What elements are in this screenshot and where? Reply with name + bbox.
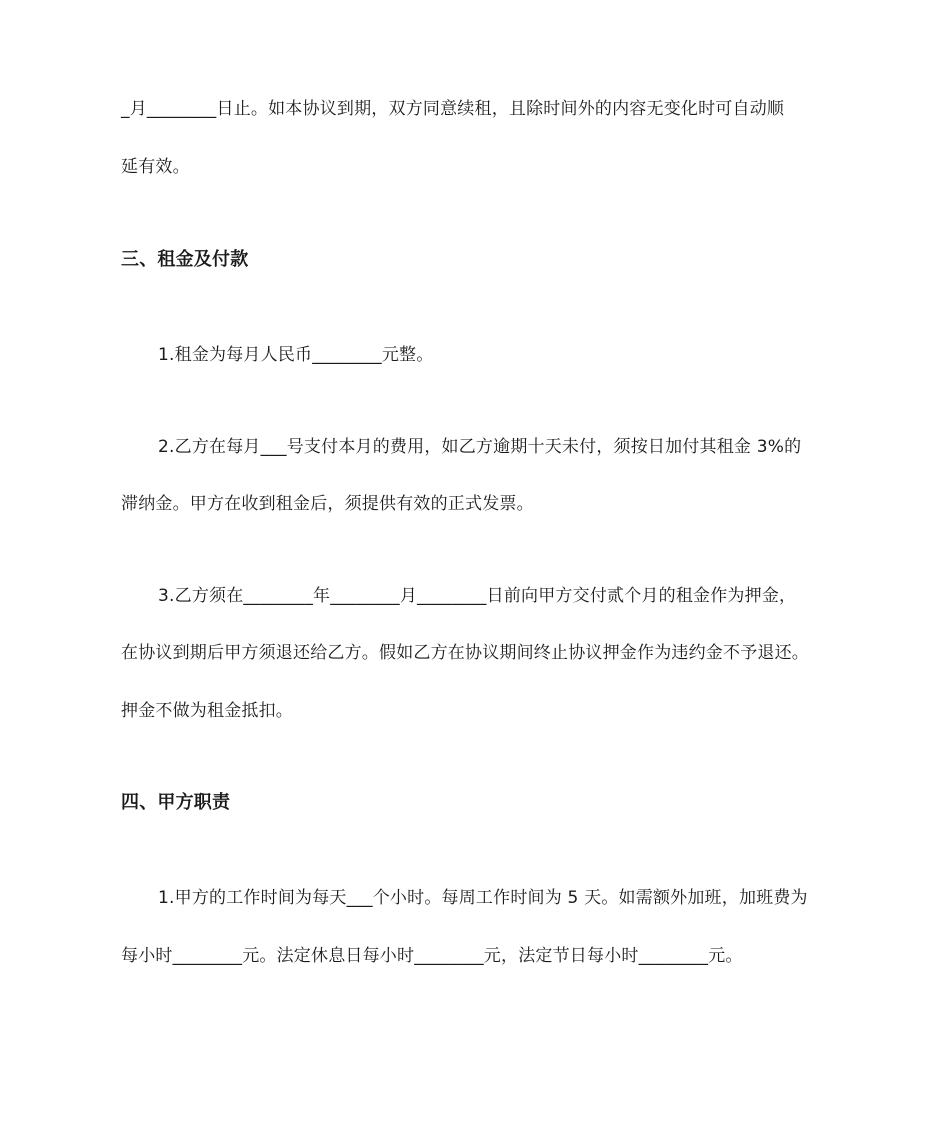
section-heading-rent-payment: 三、租金及付款 — [121, 249, 249, 270]
paragraph-line: _月________日止。如本协议到期，双方同意续租，且除时间外的内容无变化时可自动顺 — [121, 99, 785, 119]
paragraph-line: 滞纳金。甲方在收到租金后，须提供有效的正式发票。 — [121, 494, 534, 514]
clause-payment-date: 2.乙方在每月___号支付本月的费用，如乙方逾期十天未付，须按日加付其租金 3%的 — [158, 437, 802, 457]
clause-deposit: 3.乙方须在________年________月________日前向甲方交付贰个月的租金作为押金， — [158, 586, 797, 606]
paragraph-line: 押金不做为租金抵扣。 — [121, 701, 293, 721]
clause-rent-amount: 1.租金为每月人民币________元整。 — [158, 345, 434, 365]
section-heading-party-a-duties: 四、甲方职责 — [121, 792, 231, 813]
clause-working-hours: 1.甲方的工作时间为每天___个小时。每周工作时间为 5 天。如需额外加班，加班费为 — [158, 888, 808, 908]
paragraph-line: 在协议到期后甲方须退还给乙方。假如乙方在协议期间终止协议押金作为违约金不予退还。 — [121, 643, 809, 663]
paragraph-line: 延有效。 — [121, 157, 190, 177]
paragraph-line: 每小时________元。法定休息日每小时________元，法定节日每小时________元。 — [121, 946, 743, 966]
